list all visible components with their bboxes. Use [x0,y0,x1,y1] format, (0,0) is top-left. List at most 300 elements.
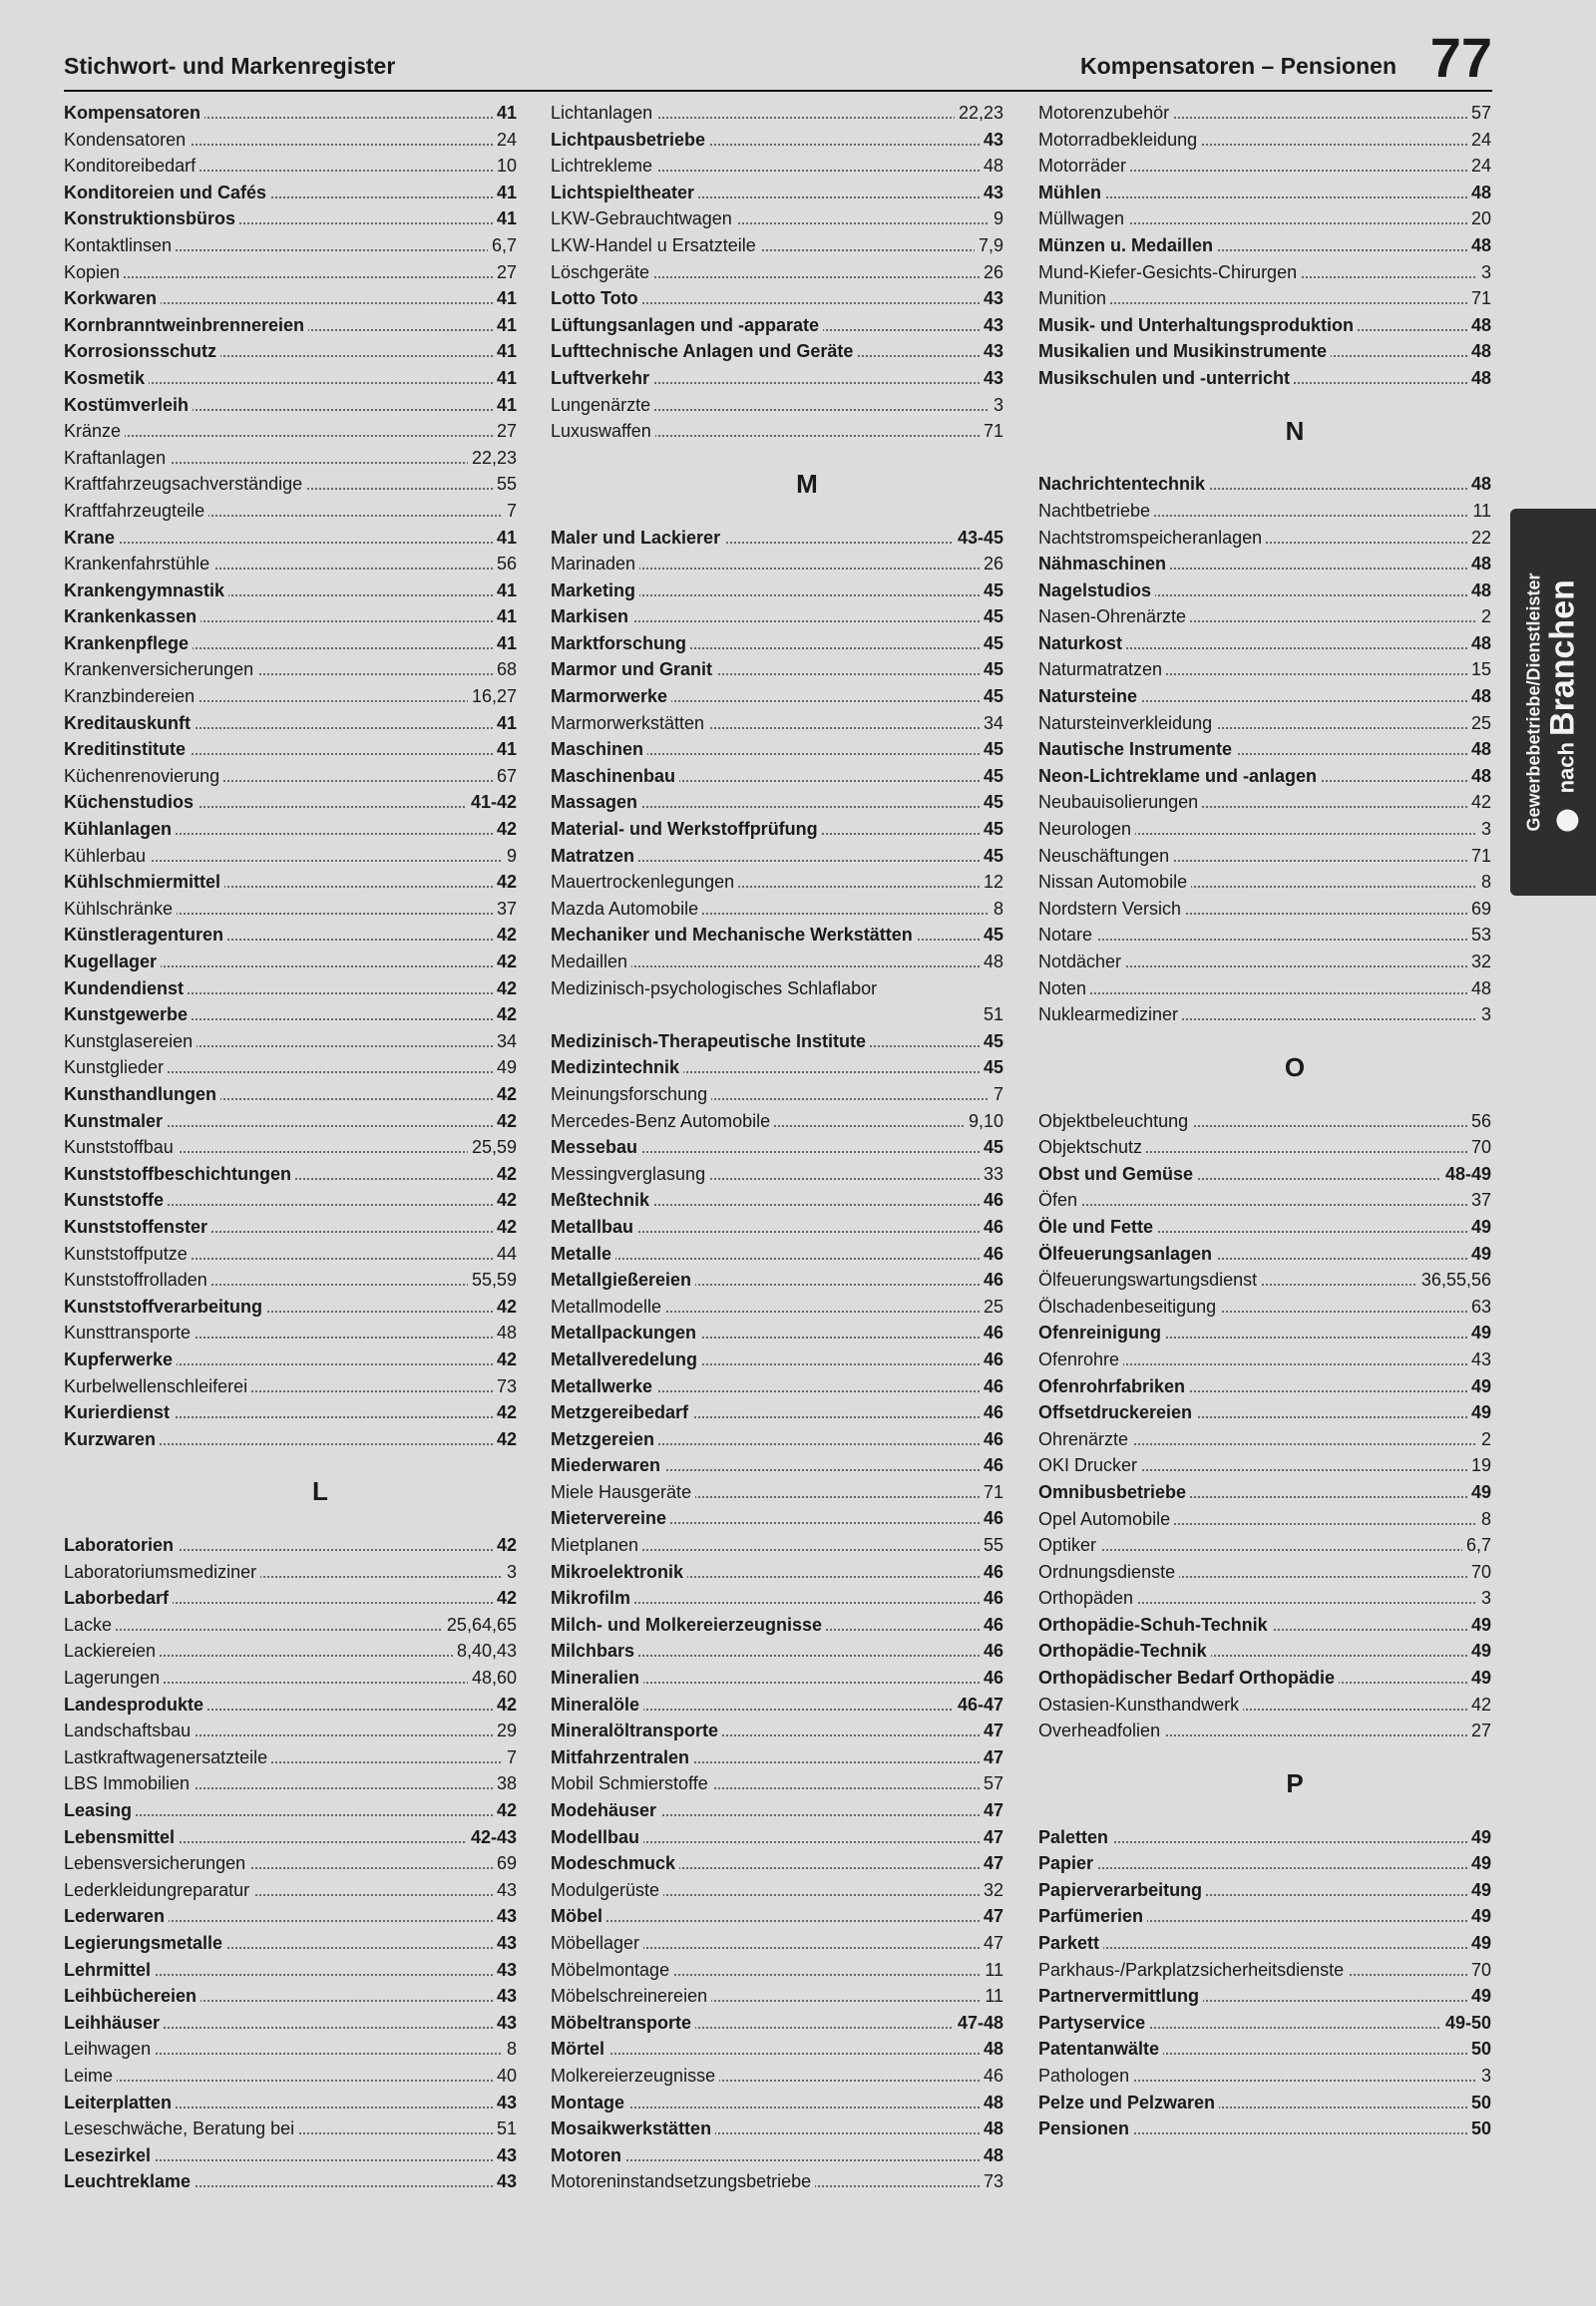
entry-page-ref: 26 [980,551,1003,577]
entry-term: Kühlanlagen [64,819,176,839]
entry-page-ref: 46 [980,1559,1003,1586]
entry-page-ref: 49 [1467,1665,1491,1692]
index-entry [551,869,1003,896]
entry-page-ref: 9 [503,843,517,870]
entry-term: Kunststoffverarbeitung [64,1297,266,1317]
index-entry [551,683,1003,710]
section-side-tab [1510,509,1596,896]
entry-term: Münzen u. Medaillen [1038,235,1217,255]
index-entry [1038,736,1491,763]
entry-page-ref: 49 [1467,1373,1491,1400]
entry-page-ref: 42 [493,1187,517,1214]
index-entry [1038,205,1491,232]
entry-page-ref: 49 [1467,1479,1491,1506]
entry-page-ref: 41 [493,630,517,657]
entry-page-ref: 43 [493,2010,517,2037]
index-entry [64,1399,517,1426]
index-entry [64,259,517,286]
entry-term: Pensionen [1038,2118,1133,2138]
entry-term: Lufttechnische Anlagen und Geräte [551,341,857,361]
entry-term: Metallpackungen [551,1323,700,1343]
index-entry [64,789,517,816]
entry-page-ref: 41 [493,205,517,232]
entry-term: Lackiereien [64,1641,160,1661]
entry-term: Objektbeleuchtung [1038,1111,1192,1131]
index-entry [1038,1532,1491,1559]
entry-term: Modeschmuck [551,1853,679,1873]
index-entry [64,763,517,790]
entry-term: Montage [551,2093,628,2113]
entry-page-ref: 38 [493,1770,517,1797]
index-entry [1038,1346,1491,1373]
index-entry [551,100,1003,127]
entry-page-ref: 43 [493,1983,517,2010]
index-entry [1038,1638,1491,1665]
entry-page-ref: 69 [493,1850,517,1877]
entry-page-ref: 24 [493,127,517,154]
entry-page-ref: 6,7 [488,232,517,259]
entry-page-ref: 7 [990,1081,1003,1108]
entry-term: Kraftanlagen [64,448,170,468]
index-entry [64,1559,517,1586]
index-entry [64,285,517,312]
entry-page-ref: 46-47 [954,1692,1003,1719]
entry-page-ref: 3 [1477,2063,1491,2090]
index-entry [64,1665,517,1692]
entry-term: Metallgießereien [551,1270,695,1290]
entry-page-ref: 24 [1467,153,1491,180]
entry-page-ref: 41 [493,180,517,206]
index-entry [551,1930,1003,1957]
index-entry [1038,789,1491,816]
entry-term: Nachtbetriebe [1038,501,1154,521]
entry-term: Lesezirkel [64,2145,155,2165]
entry-page-ref: 8 [990,896,1003,923]
entry-term: Krankenversicherungen [64,659,257,679]
index-entry [1038,2063,1491,2090]
entry-page-ref: 71 [980,418,1003,445]
entry-page-ref: 48 [980,949,1003,975]
entry-term: Möbeltransporte [551,2013,695,2033]
index-entry [64,392,517,419]
entry-page-ref: 43 [980,338,1003,365]
entry-page-ref: 42 [493,975,517,1002]
index-entry [64,1903,517,1930]
index-entry [551,1797,1003,1824]
index-entry [1038,1134,1491,1161]
section-letter-heading: L [312,1476,328,1507]
index-entry [1038,1187,1491,1214]
index-entry [64,1346,517,1373]
index-entry [1038,365,1491,392]
entry-term: Mietplanen [551,1535,642,1555]
entry-page-ref: 45 [980,843,1003,870]
index-entry [64,975,517,1002]
index-entry [1038,551,1491,577]
entry-term: Ohrenärzte [1038,1429,1132,1449]
index-entry [551,1692,1003,1719]
entry-term: Kühlerbau [64,846,150,866]
entry-page-ref: 34 [980,710,1003,737]
entry-page-ref: 41 [493,710,517,737]
entry-term: Material- und Werkstoffprüfung [551,819,822,839]
entry-page-ref: 43 [493,1957,517,1984]
entry-term: Messingverglasung [551,1164,709,1184]
entry-page-ref: 6,7 [1462,1532,1491,1559]
entry-page-ref: 48 [1467,232,1491,259]
entry-page-ref: 49 [1467,1241,1491,1268]
entry-term: Kontaktlinsen [64,235,176,255]
entry-term: Metzgereien [551,1429,658,1449]
entry-page-ref: 51 [980,1001,1003,1028]
page-header [64,20,1492,92]
entry-term: Nähmaschinen [1038,554,1170,574]
entry-page-ref: 48 [1467,471,1491,498]
entry-page-ref: 46 [980,1346,1003,1373]
entry-page-ref: 8,40,43 [453,1638,517,1665]
index-entry [551,1532,1003,1559]
section-letter-heading: N [1285,415,1305,446]
entry-term: Krankengymnastik [64,580,228,600]
entry-page-ref: 19 [1467,1452,1491,1479]
index-entry [64,153,517,180]
index-entry [551,1320,1003,1346]
index-entry [1038,153,1491,180]
index-entry [64,1267,517,1294]
entry-term: Maler und Lackierer [551,528,724,548]
index-entry [551,392,1003,419]
entry-term: Lichtspieltheater [551,183,698,202]
entry-term: Lacke [64,1615,116,1635]
entry-term: Orthopädie-Technik [1038,1641,1211,1661]
entry-page-ref: 46 [980,1187,1003,1214]
entry-page-ref: 47 [980,1718,1003,1744]
index-entry [551,1373,1003,1400]
entry-page-ref: 42 [493,1797,517,1824]
entry-page-ref: 25,59 [468,1134,517,1161]
entry-term: Mörtel [551,2039,608,2059]
entry-page-ref: 70 [1467,1134,1491,1161]
index-entry [64,683,517,710]
entry-term: Medizinisch-psychologisches Schlaflabor [551,978,881,998]
entry-term: Mechaniker und Mechanische Werkstätten [551,925,917,945]
entry-page-ref: 34 [493,1028,517,1055]
entry-term: Nautische Instrumente [1038,739,1236,759]
index-entry [64,710,517,737]
entry-page-ref: 45 [980,763,1003,790]
entry-term: Motoren [551,2145,625,2165]
entry-term: Mikroelektronik [551,1562,687,1582]
entry-page-ref: 68 [493,656,517,683]
entry-page-ref: 45 [980,603,1003,630]
entry-term: Naturkost [1038,633,1126,653]
entry-page-ref: 41 [493,365,517,392]
entry-term: Notare [1038,925,1096,945]
index-entry [1038,1930,1491,1957]
section-letter-heading: O [1284,1051,1306,1082]
entry-page-ref: 45 [980,577,1003,604]
index-entry [551,418,1003,445]
index-entry [551,259,1003,286]
index-entry [551,180,1003,206]
index-entry [1038,2115,1491,2142]
dot-leader [1038,1947,1491,1949]
entry-page-ref: 7 [503,498,517,525]
entry-term: Kreditauskunft [64,713,195,733]
entry-term: Nordstern Versich [1038,899,1185,919]
index-entry [64,1638,517,1665]
entry-page-ref: 42 [493,1214,517,1241]
entry-page-ref: 57 [1467,100,1491,127]
entry-page-ref: 41 [493,285,517,312]
entry-page-ref: 20 [1467,205,1491,232]
index-entry [551,2063,1003,2090]
entry-page-ref: 46 [980,1241,1003,1268]
entry-page-ref: 51 [493,2115,517,2142]
index-entry [64,1797,517,1824]
entry-term: Partyservice [1038,2013,1149,2033]
index-entry [551,763,1003,790]
entry-page-ref: 42 [493,1346,517,1373]
index-entry [551,2168,1003,2195]
entry-page-ref: 67 [493,763,517,790]
entry-term: Kunstglasereien [64,1031,197,1051]
entry-page-ref: 42 [493,1692,517,1719]
entry-term: Paletten [1038,1827,1112,1847]
entry-term: Landschaftsbau [64,1721,195,1740]
dot-leader [1038,992,1491,994]
header-left-title: Stichwort- und Markenregister [64,53,396,79]
entry-term: Papier [1038,1853,1097,1873]
entry-term: Metallbau [551,1217,637,1237]
page-number: 77 [1429,26,1492,89]
index-entry [1038,1692,1491,1719]
entry-page-ref: 12 [980,869,1003,896]
entry-page-ref: 48-49 [1441,1161,1491,1188]
entry-page-ref: 42-43 [467,1824,517,1851]
index-entry [551,312,1003,339]
index-entry [1038,2090,1491,2116]
entry-page-ref: 49 [1467,1983,1491,2010]
entry-page-ref: 41 [493,392,517,419]
index-entry [1038,1585,1491,1612]
entry-page-ref: 25 [1467,710,1491,737]
entry-page-ref: 42 [493,816,517,843]
entry-page-ref: 42 [493,1001,517,1028]
index-entry [64,2168,517,2195]
entry-term: Orthopädischer Bedarf Orthopädie [1038,1668,1339,1688]
index-entry [64,603,517,630]
entry-term: Metallwerke [551,1376,656,1396]
entry-term: Korkwaren [64,288,161,308]
entry-term: Musik- und Unterhaltungsproduktion [1038,315,1358,335]
index-entry [551,1426,1003,1453]
entry-page-ref: 43 [980,127,1003,154]
index-entry [551,1294,1003,1321]
entry-term: Mercedes-Benz Automobile [551,1111,774,1131]
index-entry [64,471,517,498]
entry-term: Korrosionsschutz [64,341,220,361]
entry-term: Laboratoriumsmediziner [64,1562,260,1582]
index-entry [64,1028,517,1055]
index-entry [64,630,517,657]
entry-term: Leuchtreklame [64,2171,195,2191]
entry-term: Kunststoffbeschichtungen [64,1164,295,1184]
entry-term: Leime [64,2066,117,2086]
entry-page-ref: 42 [1467,789,1491,816]
dot-leader [64,276,517,278]
entry-term: Kraftfahrzeugteile [64,501,208,521]
index-entry [551,285,1003,312]
index-entry [64,418,517,445]
index-entry [1038,1108,1491,1135]
entry-page-ref: 27 [1467,1718,1491,1744]
index-entry [1038,471,1491,498]
entry-term: Lichtpausbetriebe [551,130,709,150]
entry-term: Laboratorien [64,1535,178,1555]
entry-page-ref: 42 [493,1294,517,1321]
index-entry [1038,922,1491,949]
entry-term: Luftverkehr [551,368,653,388]
entry-page-ref: 49 [1467,1638,1491,1665]
index-entry [64,365,517,392]
entry-term: Kranzbindereien [64,686,199,706]
entry-term: Leseschwäche, Beratung bei [64,2118,298,2138]
index-entry [1038,1877,1491,1904]
entry-term: Krane [64,528,119,548]
entry-term: Motorenzubehör [1038,103,1173,123]
index-entry [64,816,517,843]
entry-page-ref: 46 [980,1585,1003,1612]
entry-page-ref: 43 [493,2168,517,2195]
entry-term: Modellbau [551,1827,643,1847]
index-entry [1038,1426,1491,1453]
index-column-1 [64,100,517,2195]
entry-page-ref: 48 [980,2036,1003,2063]
dot-leader [64,2080,517,2082]
entry-page-ref: 47 [980,1903,1003,1930]
entry-page-ref: 48 [1467,312,1491,339]
entry-page-ref: 3 [1477,259,1491,286]
entry-term: Notdächer [1038,952,1125,971]
entry-page-ref: 11 [1468,498,1491,525]
entry-page-ref: 43 [493,1930,517,1957]
entry-page-ref: 25,64,65 [443,1612,517,1639]
index-entry [1038,869,1491,896]
entry-page-ref: 47 [980,1930,1003,1957]
entry-page-ref: 43 [980,285,1003,312]
index-entry [64,843,517,870]
entry-term: Küchenrenovierung [64,766,223,786]
entry-term: Konstruktionsbüros [64,208,239,228]
entry-term: Neurologen [1038,819,1135,839]
entry-term: Leihbüchereien [64,1986,200,2006]
entry-page-ref: 9 [990,205,1003,232]
entry-page-ref: 47-48 [954,2010,1003,2037]
entry-term: Nasen-Ohrenärzte [1038,606,1190,626]
index-entry [1038,127,1491,154]
index-entry [551,1903,1003,1930]
entry-page-ref: 3 [503,1559,517,1586]
index-entry [64,312,517,339]
entry-term: Matratzen [551,846,638,866]
entry-term: Parkett [1038,1933,1103,1953]
index-entry [1038,603,1491,630]
entry-term: Konditoreien und Cafés [64,183,270,202]
entry-page-ref: 49 [1467,1877,1491,1904]
index-entry [64,2010,517,2037]
entry-term: Kunsttransporte [64,1323,195,1343]
index-entry [1038,1320,1491,1346]
entry-page-ref: 7,9 [975,232,1003,259]
entry-term: Marktforschung [551,633,690,653]
index-entry [64,736,517,763]
index-entry [551,1957,1003,1984]
entry-term: Lagerungen [64,1668,164,1688]
index-entry [551,205,1003,232]
index-entry [64,2142,517,2169]
index-entry [64,180,517,206]
entry-page-ref: 11 [981,1957,1003,1984]
entry-term: Miele Hausgeräte [551,1482,695,1502]
entry-page-ref: 57 [980,1770,1003,1797]
index-entry [551,577,1003,604]
entry-page-ref: 73 [980,2168,1003,2195]
index-entry [551,1161,1003,1188]
index-entry [1038,1161,1491,1188]
index-entry [551,603,1003,630]
index-entry [1038,710,1491,737]
entry-term: Kupferwerke [64,1349,177,1369]
entry-term: Müllwagen [1038,208,1128,228]
index-entry [64,1187,517,1214]
index-entry [1038,1294,1491,1321]
index-entry [1038,180,1491,206]
entry-term: Krankenkassen [64,606,200,626]
entry-term: LKW-Gebrauchtwagen [551,208,736,228]
header-right-title: Kompensatoren – Pensionen [1080,53,1396,79]
entry-term: Objektschutz [1038,1137,1146,1157]
entry-term: Metzgereibedarf [551,1402,692,1422]
entry-page-ref: 41 [493,525,517,552]
index-entry [64,525,517,552]
index-entry [1038,1479,1491,1506]
entry-page-ref: 47 [980,1850,1003,1877]
index-entry [551,2142,1003,2169]
entry-page-ref: 42 [493,1161,517,1188]
entry-term: Künstleragenturen [64,925,227,945]
entry-page-ref: 2 [1477,1426,1491,1453]
entry-term: Legierungsmetalle [64,1933,226,1953]
entry-term: Massagen [551,792,641,812]
entry-page-ref: 33 [980,1161,1003,1188]
index-entry [64,1108,517,1135]
entry-page-ref: 48 [980,2142,1003,2169]
entry-term: Parkhaus-/Parkplatzsicherheitsdienste [1038,1960,1348,1980]
entry-page-ref: 48 [1467,683,1491,710]
index-entry [551,1214,1003,1241]
entry-term: Modehäuser [551,1800,660,1820]
entry-term: Mosaikwerkstätten [551,2118,715,2138]
index-entry [551,1452,1003,1479]
index-entry [1038,656,1491,683]
entry-term: Kundendienst [64,978,188,998]
entry-page-ref: 41-42 [467,789,517,816]
entry-term: Leiterplatten [64,2093,176,2113]
index-entry [64,869,517,896]
dot-leader [1038,1867,1491,1869]
index-entry [1038,2036,1491,2063]
